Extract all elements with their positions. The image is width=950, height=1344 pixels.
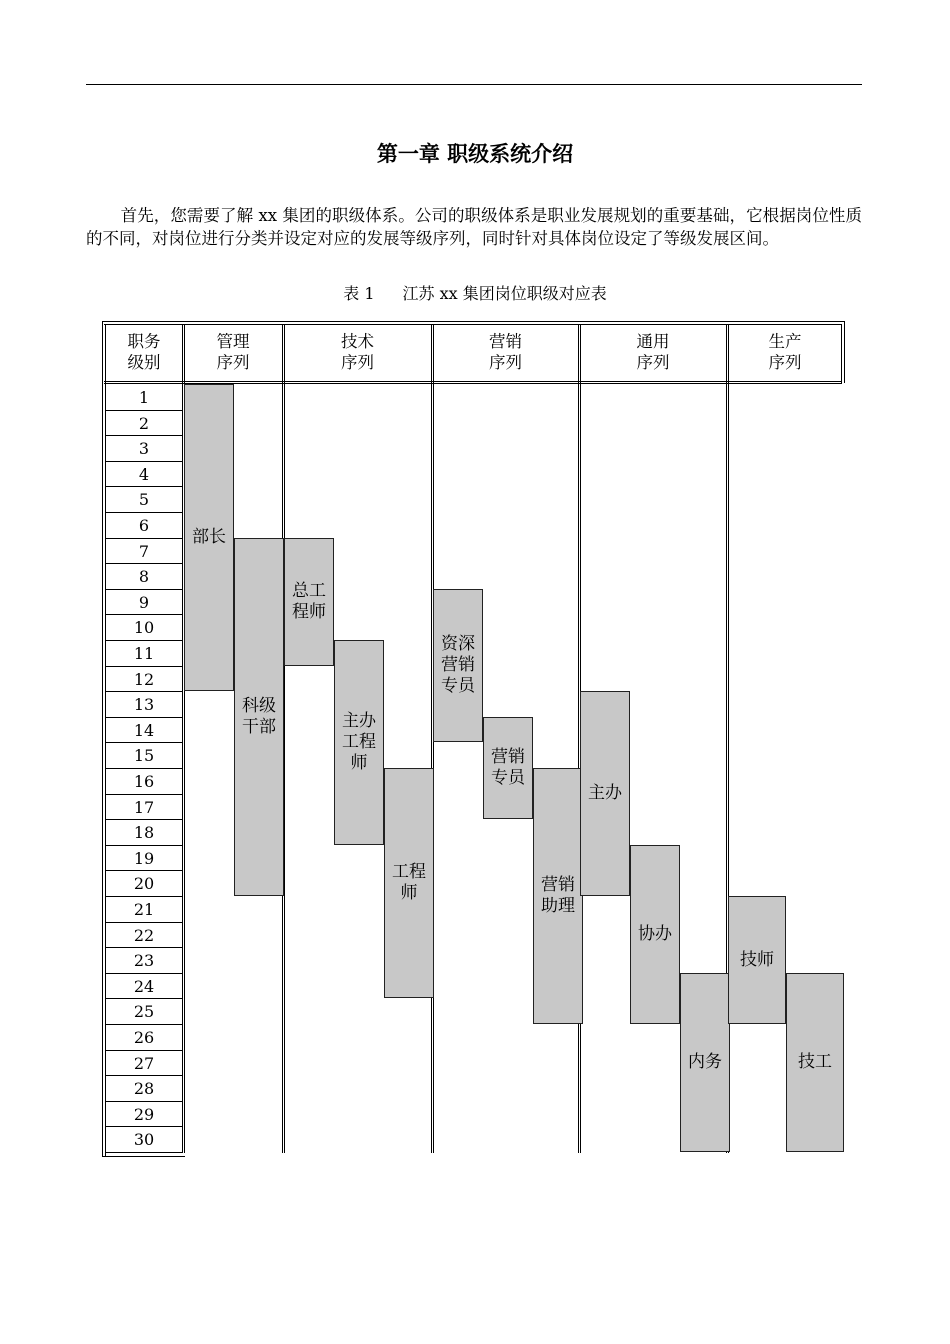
- level-cell: 26: [133, 1028, 155, 1047]
- grade-band: [284, 538, 334, 666]
- level-header-line: 职务: [127, 332, 161, 351]
- grade-band-label: 主办工程师: [342, 710, 376, 773]
- level-cell: 27: [133, 1053, 155, 1073]
- level-row-line: [105, 486, 182, 487]
- level-cell: 21: [133, 900, 155, 919]
- sequence-header-line: 序列: [216, 353, 250, 372]
- sequence-header: [184, 331, 282, 373]
- level-cell: 24: [133, 976, 155, 996]
- grade-band-label: 资深营销专员: [441, 634, 475, 697]
- grade-band-label: 科级干部: [242, 695, 276, 737]
- grade-band-label: 部长: [192, 527, 226, 548]
- level-cell: 4: [138, 464, 150, 484]
- sequence-header-line: 管理: [216, 332, 250, 351]
- level-row-line: [105, 922, 182, 923]
- level-row-line: [105, 640, 182, 641]
- level-cell: 5: [138, 490, 150, 510]
- grade-band: [384, 768, 434, 998]
- sequence-header-line: 序列: [768, 353, 802, 372]
- level-cell: 23: [133, 951, 155, 971]
- level-cell: 1: [138, 388, 150, 407]
- level-cell: 19: [133, 848, 155, 868]
- table-border-right: [844, 321, 845, 383]
- level-row-line: [105, 845, 182, 846]
- table-border-top: [102, 321, 844, 322]
- level-row-line: [105, 768, 182, 769]
- level-row-line: [105, 589, 182, 590]
- sequence-header-line: 序列: [341, 353, 374, 372]
- sequence-header-line: 序列: [636, 353, 670, 372]
- level-cell: 20: [133, 874, 155, 894]
- level-cell: 15: [133, 746, 155, 766]
- grade-band-label: 营销专员: [491, 746, 525, 788]
- level-row-line: [105, 461, 182, 462]
- level-row-line: [105, 538, 182, 539]
- table-caption: [0, 281, 950, 304]
- level-header-line: 级别: [127, 353, 161, 372]
- level-row-line: [105, 691, 182, 692]
- level-column-header: [106, 331, 182, 373]
- header-rule: [86, 84, 862, 85]
- table-caption-number: 表 1: [343, 284, 375, 303]
- grade-band-label: 技工: [798, 1051, 832, 1072]
- level-row-line: [105, 666, 182, 667]
- grade-table: [102, 321, 844, 1150]
- level-row-line: [105, 1024, 182, 1025]
- grade-band: [234, 538, 284, 896]
- column-separator: [182, 324, 183, 1153]
- level-cell: 12: [133, 669, 155, 689]
- grade-band: [786, 973, 844, 1152]
- level-row-line: [105, 435, 182, 436]
- level-row-line: [105, 819, 182, 820]
- grade-band-label: 主办: [588, 783, 622, 804]
- grade-band: [680, 973, 730, 1152]
- grade-band-label: 工程师: [392, 862, 426, 904]
- level-cell: 25: [133, 1002, 155, 1022]
- intro-paragraph: 首先，您需要了解 xx 集团的职级体系。公司的职级体系是职业发展规划的重要基础，它根据岗位性质的不同，对岗位进行分类并设定对应的发展等级序列，同时针对具体岗位设定了等级发展区间。: [86, 206, 862, 248]
- level-cell: 22: [133, 925, 155, 945]
- level-cell: 16: [133, 772, 155, 791]
- column-separator: [578, 324, 579, 1153]
- column-separator: [284, 324, 285, 1153]
- level-row-line: [105, 563, 182, 564]
- level-cell: 13: [133, 695, 155, 715]
- grade-band: [184, 384, 234, 691]
- level-row-line: [105, 1101, 182, 1102]
- sequence-header: [728, 331, 842, 373]
- level-cell: 3: [138, 439, 150, 459]
- level-row-line: [105, 742, 182, 743]
- grade-band: [728, 896, 786, 1024]
- grade-band-label: 协办: [638, 923, 672, 944]
- level-row-line: [105, 794, 182, 795]
- level-cell: 18: [133, 823, 155, 843]
- level-cell: 29: [133, 1104, 155, 1124]
- level-row-line: [105, 947, 182, 948]
- grade-band-label: 技师: [740, 949, 774, 970]
- level-row-line: [105, 998, 182, 999]
- level-cell: 30: [133, 1130, 155, 1150]
- grade-band-label: 营销助理: [541, 875, 575, 916]
- sequence-header-line: 生产: [768, 332, 802, 351]
- table-border-left: [102, 321, 103, 1156]
- level-row-line: [105, 896, 182, 897]
- level-row-line: [105, 1050, 182, 1051]
- column-separator: [431, 324, 432, 1153]
- level-row-line: [105, 973, 182, 974]
- level-cell: 14: [133, 720, 155, 740]
- grade-band: [433, 589, 483, 743]
- sequence-header: [284, 331, 431, 373]
- level-row-line: [105, 717, 182, 718]
- grade-band: [533, 768, 583, 1024]
- level-row-line: [105, 870, 182, 871]
- level-row-line: [105, 512, 182, 513]
- level-cell: 8: [138, 567, 150, 587]
- level-row-line: [105, 1126, 182, 1127]
- grade-band: [630, 845, 680, 1024]
- level-cell: 7: [138, 541, 150, 561]
- level-cell: 2: [138, 413, 150, 433]
- sequence-header: [433, 331, 578, 373]
- sequence-header: [580, 331, 726, 373]
- sequence-header-line: 技术: [341, 332, 374, 351]
- grade-band: [483, 717, 533, 819]
- level-cell: 17: [133, 797, 155, 817]
- sequence-header-line: 营销: [489, 332, 522, 351]
- level-row-line: [105, 1152, 182, 1153]
- level-cell: 28: [133, 1079, 155, 1099]
- level-row-line: [105, 410, 182, 411]
- level-cell: 11: [133, 644, 155, 663]
- level-cell: 6: [138, 516, 150, 535]
- sequence-header-line: 通用: [636, 332, 670, 351]
- header-divider-2: [104, 381, 842, 382]
- table-border-bottom: [102, 1156, 185, 1157]
- level-cell: 9: [138, 592, 150, 612]
- grade-band-label: 总工程师: [292, 580, 326, 622]
- grade-band: [334, 640, 384, 845]
- chapter-title: 第一章 职级系统介绍: [376, 142, 574, 166]
- table-border-top-inner: [104, 324, 842, 325]
- grade-band-label: 内务: [688, 1051, 722, 1072]
- grade-band: [580, 691, 630, 896]
- level-row-line: [105, 1075, 182, 1076]
- sequence-header-line: 序列: [489, 353, 522, 372]
- table-caption-title: 江苏 xx 集团岗位职级对应表: [402, 284, 607, 303]
- level-cell: 10: [133, 618, 155, 638]
- level-row-line: [105, 614, 182, 615]
